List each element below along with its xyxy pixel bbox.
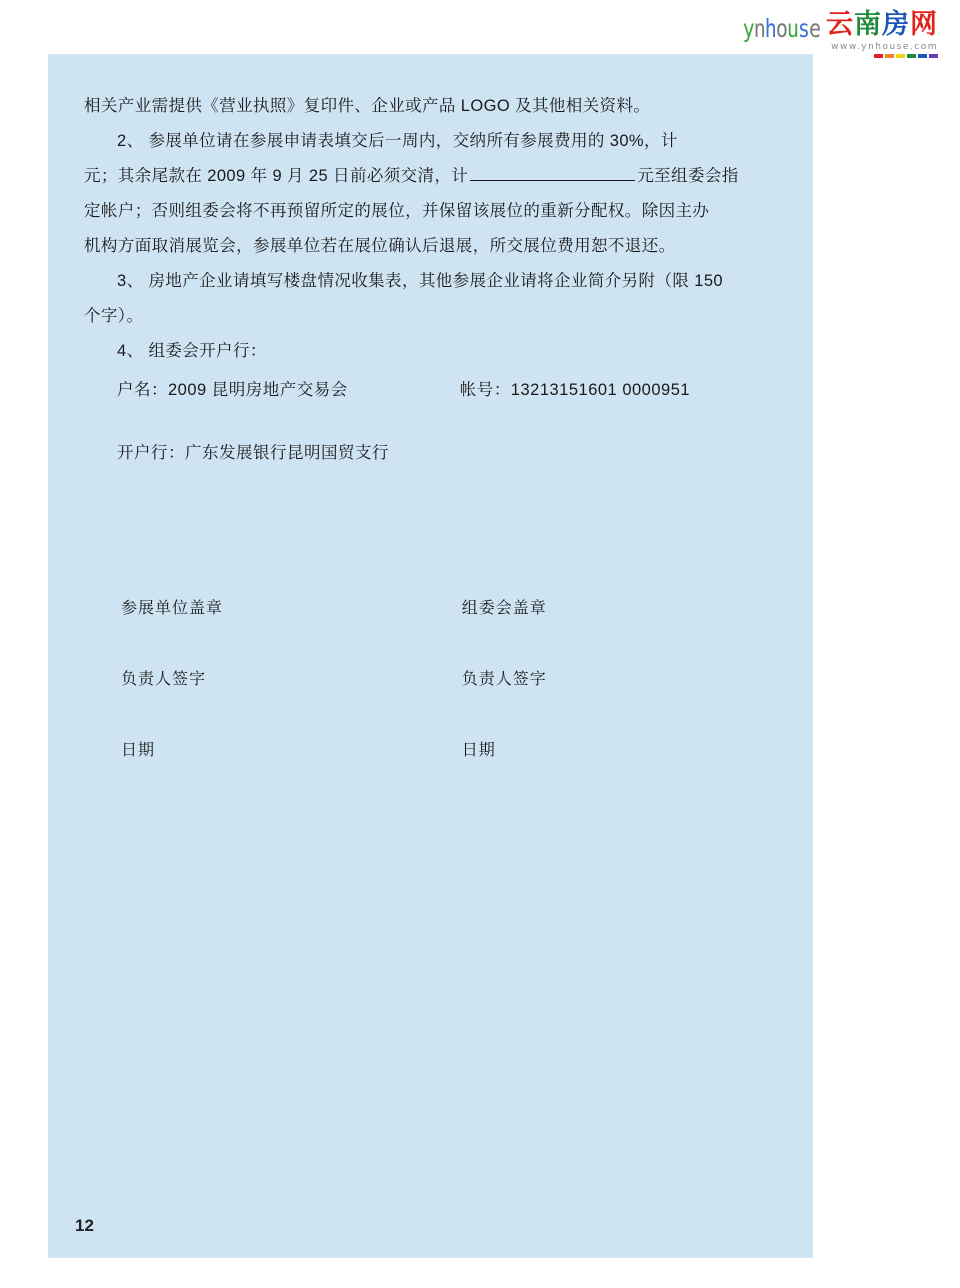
signature-row-date [121, 737, 783, 760]
logo-url: www.ynhouse.com [831, 42, 938, 52]
bank-info [117, 374, 783, 470]
logo-brand-cn: 云南房网 [826, 9, 938, 39]
paragraph-item3-line2: 个字）。 [84, 307, 144, 325]
paragraph-intro: 相关产业需提供《营业执照》复印件、企业或产品 LOGO 及其他相关资料。 [84, 97, 651, 115]
fill-in-blank[interactable] [470, 165, 635, 181]
signature-row-signer [121, 666, 783, 689]
committee-stamp-label: 组委会盖章 [461, 600, 547, 617]
paragraph-item3-line1: 3、 房地产企业请填写楼盘情况收集表，其他参展企业请将企业简介另附（限 150 [117, 272, 723, 290]
item2-text-before: 元；其余尾款在 2009 年 9 月 25 日前必须交清，计 [84, 167, 469, 185]
paragraph-item4: 4、 组委会开户行： [117, 342, 267, 360]
item2-text-after: 元至组委会指 [637, 167, 739, 185]
exhibitor-date-label: 日期 [121, 742, 156, 759]
exhibitor-stamp-label: 参展单位盖章 [121, 600, 224, 617]
bank-row-account [117, 374, 783, 407]
committee-date-label: 日期 [461, 742, 496, 759]
exhibitor-signer-label: 负责人签字 [121, 671, 207, 688]
bank-account-name: 户名：2009 昆明房地产交易会 [117, 381, 348, 399]
page-number: 12 [75, 1216, 94, 1235]
site-logo [728, 8, 938, 56]
paragraph-item2-line1: 2、 参展单位请在参展申请表填交后一周内，交纳所有参展费用的 30%，计 [117, 132, 678, 150]
paragraph-item2-line2 [84, 160, 783, 193]
logo-row [728, 8, 938, 43]
bank-account-number: 帐号：13213151601 0000951 [459, 381, 691, 399]
document-content [84, 90, 783, 808]
paragraph-item2-line3: 定帐户；否则组委会将不再预留所定的展位，并保留该展位的重新分配权。除因主办 [84, 202, 710, 220]
bank-branch: 开户行：广东发展银行昆明国贸支行 [117, 444, 389, 462]
signature-row-stamp [121, 595, 783, 618]
logo-wordmark-icon: ynhouse [742, 13, 820, 43]
bank-row-branch [117, 437, 783, 470]
committee-signer-label: 负责人签字 [461, 671, 547, 688]
paragraph-item2-line4: 机构方面取消展览会，参展单位若在展位确认后退展，所交展位费用恕不退还。 [84, 237, 676, 255]
document-page [48, 54, 813, 1258]
signature-area [121, 595, 783, 760]
